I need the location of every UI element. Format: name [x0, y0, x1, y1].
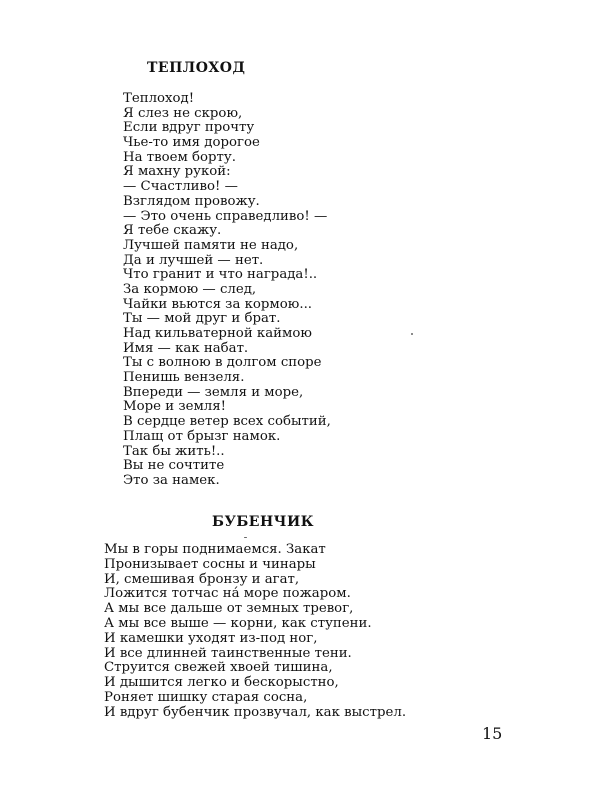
poem-line: Ты — мой друг и брат. — [123, 311, 281, 327]
poem-line: Пронизывает сосны и чинары — [104, 556, 316, 572]
poem-line: А мы все дальше от земных тревог, — [104, 601, 354, 617]
poem-line: Чье-то имя дорогое — [123, 135, 260, 151]
poem-body-teplokhod — [123, 92, 331, 489]
poem-body-bubenchik — [104, 543, 406, 721]
poem-line: Взглядом провожу. — [123, 193, 260, 209]
poem-title-teplokhod: ТЕПЛОХОД — [147, 60, 246, 76]
poem-line: Струится свежей хвоей тишина, — [104, 660, 333, 676]
poem-line: И все длинней таинственные тени. — [104, 645, 352, 661]
poem-line: — Счастливо! — — [123, 179, 238, 195]
poem-line: Вы не сочтите — [123, 458, 225, 474]
poem-line: А мы все выше — корни, как ступени. — [104, 615, 372, 631]
poem-line: Я тебе скажу. — [123, 223, 222, 239]
poem-line: — Это очень справедливо! — — [123, 208, 328, 224]
poem-line: За кормою — след, — [123, 281, 257, 297]
poem-line: Это за намек. — [123, 472, 220, 488]
poem-line: Роняет шишку старая сосна, — [104, 689, 308, 705]
poem-line: Над кильватерной каймою — [123, 326, 312, 341]
poem-line: В сердце ветер всех событий, — [123, 414, 331, 430]
poem-line: Чайки вьются за кормою... — [123, 296, 313, 312]
poem-line: Море и земля! — [123, 399, 226, 415]
poem-line: Я махну рукой: — [123, 164, 231, 180]
poem-line: И дышится легко и бескорыстно, — [104, 675, 339, 691]
print-speck — [411, 333, 413, 335]
page-number: 15 — [482, 724, 503, 743]
poem-line: Мы в горы поднимаемся. Закат — [104, 542, 326, 557]
poem-line: Что гранит и что награда!.. — [123, 267, 318, 283]
poem-line: И, смешивая бронзу и агат, — [104, 571, 300, 587]
poem-line: Теплоход! — [123, 91, 195, 106]
poem-line: Так бы жить!.. — [123, 443, 225, 459]
poem-line: И вдруг бубенчик прозвучал, как выстрел. — [104, 704, 407, 720]
poem-line: Впереди — земля и море, — [123, 384, 304, 400]
poem-line: Если вдруг прочту — [123, 120, 255, 136]
poem-line: Да и лучшей — нет. — [123, 252, 264, 268]
poem-line: Ты с волною в долгом споре — [123, 355, 322, 371]
poem-line: На твоем борту. — [123, 149, 236, 165]
poem-line: Я слез не скрою, — [123, 105, 243, 121]
poem-line: Имя — как набат. — [123, 340, 249, 356]
poem-line: Ложится тотчас на́ море пожаром. — [104, 586, 351, 602]
poem-line: Пенишь вензеля. — [123, 370, 245, 386]
poem-line: Лучшей памяти не надо, — [123, 237, 299, 253]
poem-line: И камешки уходят из-под ног, — [104, 630, 318, 646]
poem-line: Плащ от брызг намок. — [123, 428, 281, 444]
print-speck — [244, 537, 247, 538]
poem-title-bubenchik: БУБЕНЧИК — [212, 514, 314, 530]
